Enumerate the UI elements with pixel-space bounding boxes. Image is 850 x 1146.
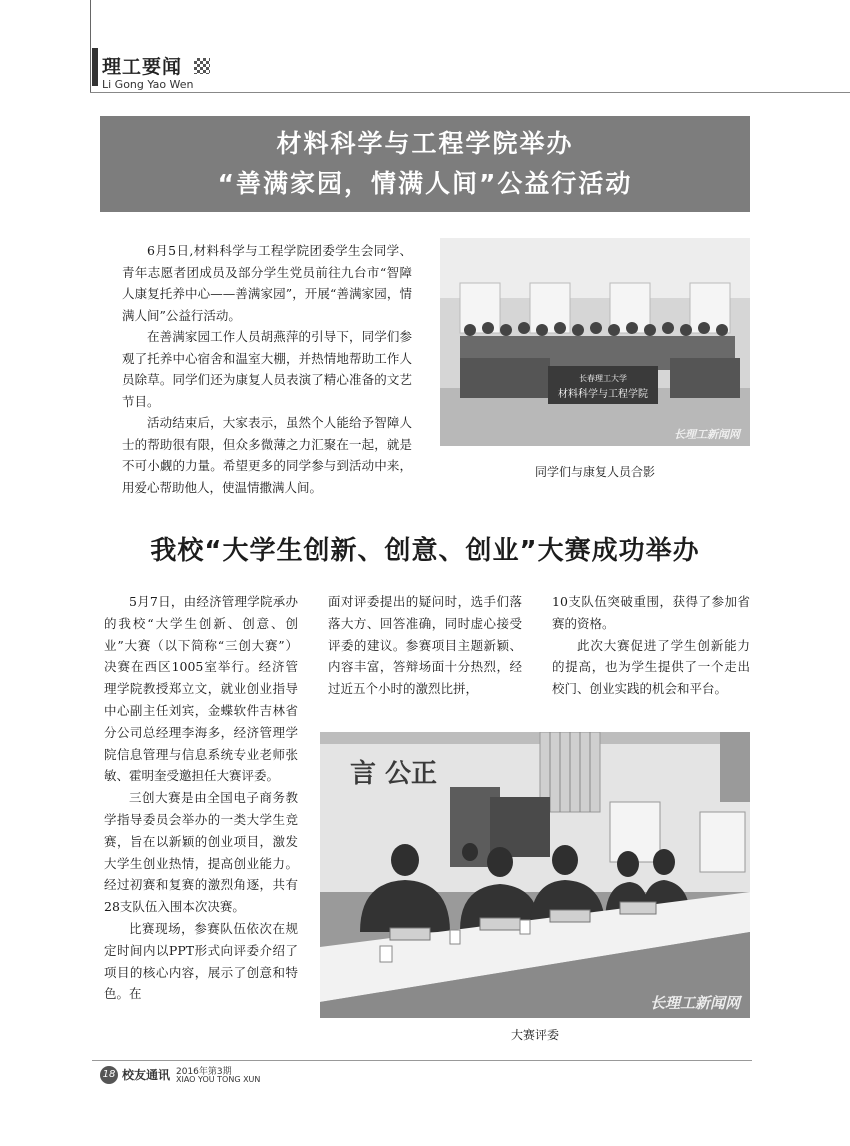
- page-number: 18: [100, 1066, 118, 1084]
- photo-watermark: 长理工新闻网: [674, 428, 740, 441]
- article1-body: [122, 240, 412, 498]
- article1-title: [100, 116, 750, 212]
- judges-photo-image: [320, 732, 750, 1018]
- banner-small-text: 长春理工大学: [579, 374, 627, 383]
- article2-column-3: [552, 591, 750, 700]
- wall-text: 言 公正: [350, 759, 438, 789]
- judges-photo: [320, 732, 750, 1018]
- article1-title-line1: 材料科学与工程学院举办: [276, 129, 574, 158]
- section-title: 理工要闻: [102, 56, 183, 78]
- article1-title-line2: “善满家园，情满人间”公益行活动: [217, 169, 633, 198]
- group-photo: [440, 238, 750, 446]
- group-photo-image: [440, 238, 750, 446]
- article2-paragraph: 10支队伍突破重围，获得了参加省赛的资格。: [552, 594, 750, 631]
- article1-paragraph: 活动结束后，大家表示，虽然个人能给予智障人士的帮助很有限，但众多微薄之力汇聚在一起，就是不可小觑的力量。希望更多的同学参与到活动中来，用爱心帮助他人，使温情撒满人间。: [122, 415, 412, 495]
- article2-paragraph: 比赛现场，参赛队伍依次在规定时间内以PPT形式向评委介绍了项目的核心内容，展示了创意和特色。在: [104, 920, 298, 1002]
- article2-paragraph: 5月7日，由经济管理学院承办的我校“大学生创新、创意、创业”大赛（以下简称“三创大赛”）决赛在西区1005室举行。经济管理学院教授郑立文，就业创业指导中心副主任刘宾，金蝶软件吉林省分公司总经理李海多，经济管理学院信息管理与信息系统专业老师张敏、霍明奎受邀担任大赛评委。: [104, 594, 298, 784]
- section-subtitle: Li Gong Yao Wen: [102, 78, 194, 91]
- footer-rule: [92, 1060, 752, 1061]
- article2-title: 我校“大学生创新、创意、创业”大赛成功举办: [150, 536, 700, 566]
- header-accent-bar: [92, 48, 98, 86]
- header-rule: [90, 92, 850, 93]
- article2-paragraph: 面对评委提出的疑问时，选手们落落大方、回答准确，同时虚心接受评委的建议。参赛项目主题新颖、内容丰富，答辩场面十分热烈，经过近五个小时的激烈比拼，: [328, 594, 522, 697]
- article2-column-1: [104, 591, 298, 1005]
- photo-watermark: 长理工新闻网: [649, 994, 740, 1012]
- article2-paragraph: 三创大赛是由全国电子商务教学指导委员会举办的一类大学生竞赛，旨在以新颖的创业项目，激发大学生创业热情，提高创业能力。经过初赛和复赛的激烈角逐，共有28支队伍入围本次决赛。: [104, 790, 298, 915]
- article1-paragraph: 6月5日,材料科学与工程学院团委学生会同学、青年志愿者团成员及部分学生党员前往九台市“智障人康复托养中心——善满家园”，开展“善满家园，情满人间”公益行活动。: [122, 243, 412, 323]
- article2-column-2: [328, 591, 522, 700]
- checker-pattern-icon: [194, 58, 210, 74]
- issue-label: 2016年第3期: [176, 1067, 232, 1077]
- article1-paragraph: 在善满家园工作人员胡燕萍的引导下，同学们参观了托养中心宿舍和温室大棚，并热情地帮助工作人员除草。同学们还为康复人员表演了精心准备的文艺节目。: [122, 329, 412, 409]
- article2-paragraph: 此次大赛促进了学生创新能力的提高，也为学生提供了一个走出校门、创业实践的机会和平台。: [552, 637, 750, 697]
- photo1-caption: 同学们与康复人员合影: [534, 465, 655, 479]
- magazine-name-en: XIAO YOU TONG XUN: [176, 1075, 261, 1084]
- header-divider: [90, 0, 91, 92]
- magazine-name: 校友通讯: [122, 1068, 171, 1082]
- banner-main-text: 材料科学与工程学院: [558, 389, 648, 400]
- photo2-caption: 大赛评委: [510, 1028, 559, 1042]
